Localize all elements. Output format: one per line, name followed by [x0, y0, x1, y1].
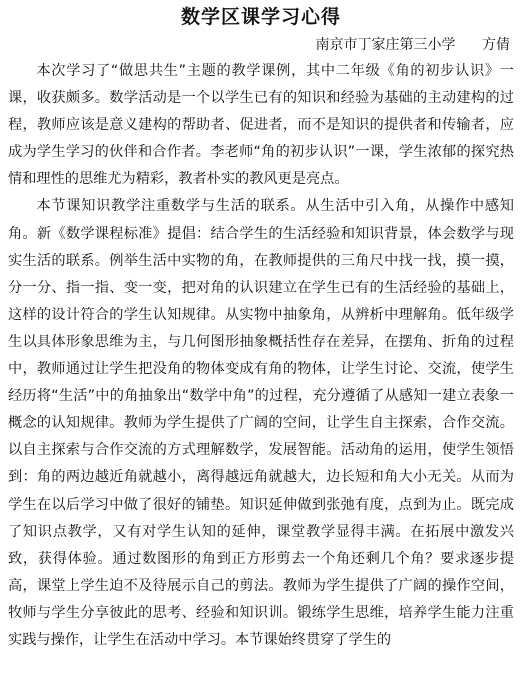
- author-name: 方倩: [482, 37, 510, 53]
- page-title: 数学区课学习心得: [180, 6, 341, 28]
- school-name: 南京市丁家庄第三小学: [315, 37, 456, 53]
- document-body: [8, 58, 514, 654]
- byline: [8, 32, 514, 58]
- paragraph: 本节课知识教学注重数学与生活的联系。从生活中引入角，从操作中感知角。新《数学课程标准》提倡：结合学生的生活经验和知识背景，体会数学与现实生活的联系。例举生活中实物的角，在教师提供的三角尺中找一找，摸一摸，分一分、指一指、变一变，把对角的认识建立在学生已有的生活经验的基础上，这样的设计符合的学生认知规律。从实物中抽象角，从辨析中理解角。低年级学生以具体形象思维为主，与几何图形抽象概括性存在差异，在摆角、折角的过程中，教师通过让学生把没角的物体变成有角的物体，让学生讨论、交流，使学生经历将“生活”中的角抽象出“数学中角”的过程，充分遵循了从感知一建立表象一概念的认知规律。教师为学生提供了广阔的空间，让学生自主探索，合作交流。以自主探索与合作交流的方式理解数学，发展智能。活动角的运用，使学生领悟到：角的两边越近角就越小，离得越远角就越大，边长短和角大小无关。从而为学生在以后学习中做了很好的铺垫。知识延伸做到张弛有度，点到为止。既完成了知识点教学，又有对学生认知的延伸，课堂教学显得丰满。在拓展中激发兴致，获得体验。通过数图形的角到正方形剪去一个角还剩几个角？要求逐步提高，课堂上学生迫不及待展示自己的剪法。教师为学生提供了广阔的操作空间，牧师与学生分享彼此的思考、经验和知识训。锻练学生思维，培养学生能力注重实践与操作，让学生在活动中学习。本节课始终贯穿了学生的: [8, 198, 514, 648]
- paragraph: 本次学习了“做思共生”主题的教学课例，其中二年级《角的初步认识》一课，收获颇多。数学活动是一个以学生已有的知识和经验为基础的主动建构的过程，教师应该是意义建构的帮助者、促进者，而不是知识的提供者和传输者，应成为学生学习的伙伴和合作者。李老师“角的初步认识”一课，学生浓郁的探究热情和理性的思维尤为精彩，教者朴实的教风更是亮点。: [8, 63, 514, 188]
